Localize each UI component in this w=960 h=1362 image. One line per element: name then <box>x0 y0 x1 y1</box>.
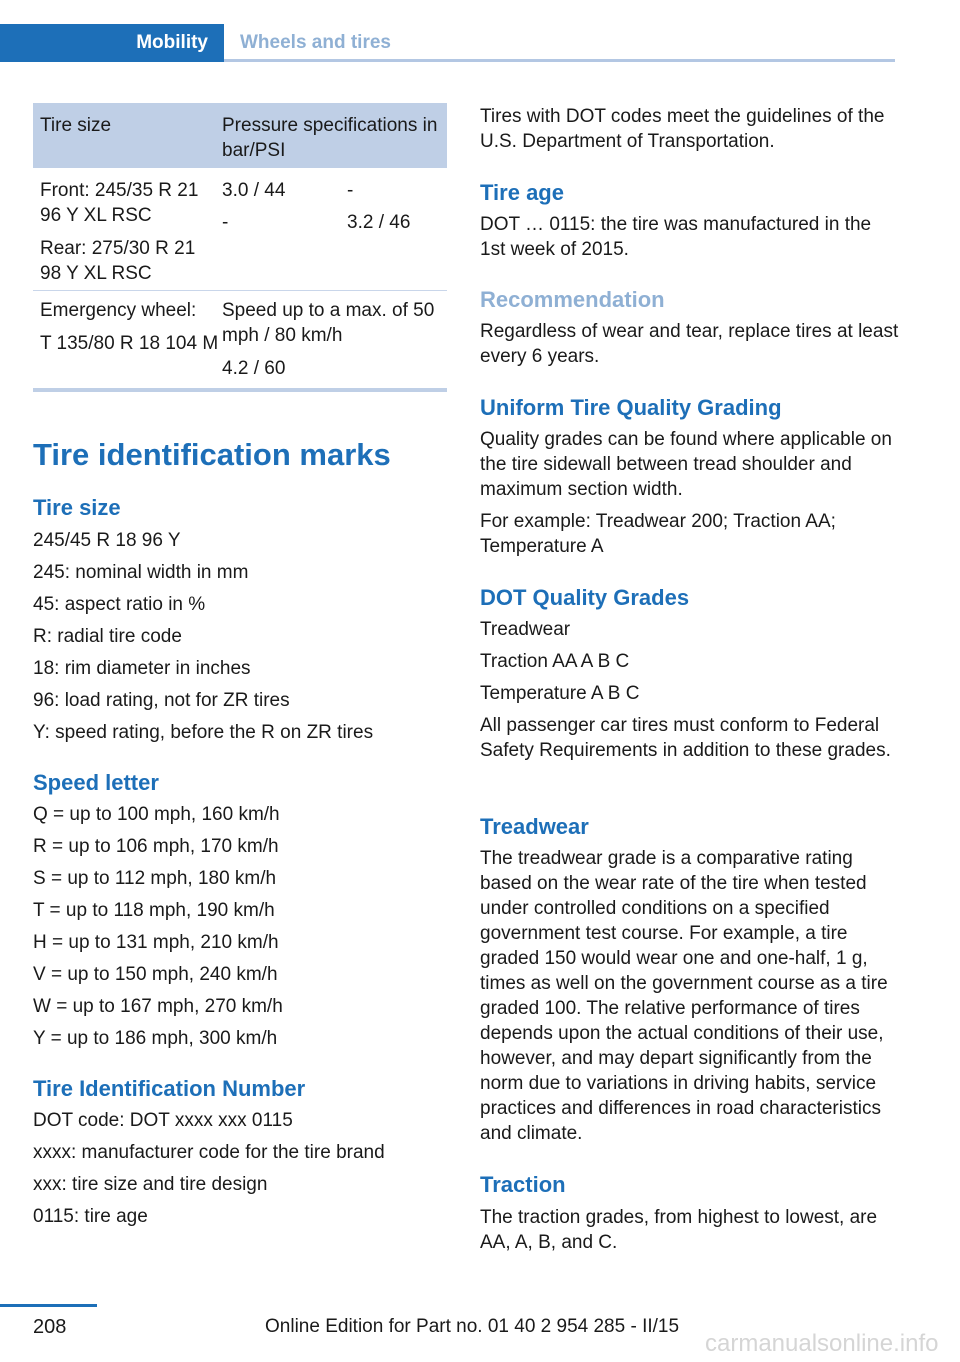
tin-line: xxxx: manufacturer code for the tire brand <box>33 1142 385 1163</box>
chapter-title: Wheels and tires <box>240 32 391 53</box>
emergency-wheel-label: Emergency wheel: <box>40 300 197 321</box>
tire-size-line: 18: rim diameter in inches <box>33 658 251 679</box>
dot-grades-line: Temperature A B C <box>480 683 640 704</box>
front-pressure-a: 3.0 / 44 <box>222 180 286 201</box>
emergency-speed-limit: Speed up to a max. of 50 mph / 80 km/h <box>222 300 435 346</box>
tire-age-text: DOT … 0115: the tire was manufactured in the 1st week of 2015. <box>480 214 872 260</box>
table-row <box>33 168 447 290</box>
rear-pressure-a: - <box>222 212 229 233</box>
speed-letter-line: T = up to 118 mph, 190 km/h <box>33 900 275 921</box>
speed-letter-line: R = up to 106 mph, 170 km/h <box>33 836 279 857</box>
traction-heading: Traction <box>480 1172 566 1197</box>
front-pressure-b: - <box>347 180 354 201</box>
recommendation-text: Regardless of wear and tear, replace tires at least every 6 years. <box>480 321 899 367</box>
section-tab: Mobility <box>0 24 224 62</box>
utqg-heading: Uniform Tire Quality Grading <box>480 395 782 420</box>
table-row <box>33 290 447 388</box>
speed-letter-line: S = up to 112 mph, 180 km/h <box>33 868 277 889</box>
tire-size-line: 45: aspect ratio in % <box>33 594 206 615</box>
footer-rule <box>0 1304 97 1307</box>
page-header <box>0 0 895 62</box>
tire-size-line: R: radial tire code <box>33 626 182 647</box>
table-header-row <box>33 103 447 168</box>
dot-grades-heading: DOT Quality Grades <box>480 585 690 610</box>
speed-letter-heading: Speed letter <box>33 770 159 795</box>
utqg-example: For example: Treadwear 200; Traction AA; Temperature A <box>480 511 836 557</box>
table-bottom-rule <box>33 388 447 392</box>
speed-letter-line: Q = up to 100 mph, 160 km/h <box>33 804 280 825</box>
tire-size-line: 245/45 R 18 96 Y <box>33 530 181 551</box>
tire-size-line: 96: load rating, not for ZR tires <box>33 690 290 711</box>
tire-size-line: Y: speed rating, before the R on ZR tires <box>33 722 374 743</box>
dot-grades-line: Treadwear <box>480 619 571 640</box>
front-tire-size: Front: 245/35 R 21 96 Y XL RSC <box>40 180 199 226</box>
section-title: Tire identification marks <box>33 437 391 472</box>
speed-letter-line: W = up to 167 mph, 270 km/h <box>33 996 283 1017</box>
header-rule <box>224 59 895 62</box>
edition-note: Online Edition for Part no. 01 40 2 954 285 - II/15 <box>265 1316 680 1337</box>
recommendation-heading: Recommendation <box>480 287 665 312</box>
tin-line: xxx: tire size and tire design <box>33 1174 268 1195</box>
rear-pressure-b: 3.2 / 46 <box>347 212 411 233</box>
tire-size-heading: Tire size <box>33 495 121 520</box>
dot-intro: Tires with DOT codes meet the guidelines of the U.S. Department of Transportation. <box>480 106 885 152</box>
tire-age-heading: Tire age <box>480 180 564 205</box>
col-header-tire-size: Tire size <box>40 115 112 136</box>
rear-tire-size: Rear: 275/30 R 21 98 Y XL RSC <box>40 238 196 284</box>
page-number: 208 <box>33 1316 67 1338</box>
emergency-wheel-size: T 135/80 R 18 104 M <box>40 333 219 354</box>
treadwear-text: The treadwear grade is a comparative rating based on the wear rate of the tire when tested under controlled conditions on a specified government test course. For example, a tire graded 150 would wear one and one-half, 1 g, times as well on the government course as a tire graded 100. The relative performance of tires depends upon the actual conditions of their use, however, and may depart significantly from the norm due to variations in driving habits, service practices and differences in road characteristics and climate. <box>480 848 888 1144</box>
col-header-pressure: Pressure specifications in bar/PSI <box>222 115 438 161</box>
tin-line: DOT code: DOT xxxx xxx 0115 <box>33 1110 293 1131</box>
speed-letter-line: H = up to 131 mph, 210 km/h <box>33 932 279 953</box>
treadwear-heading: Treadwear <box>480 814 589 839</box>
traction-text: The traction grades, from highest to lowest, are AA, A, B, and C. <box>480 1207 878 1253</box>
speed-letter-line: V = up to 150 mph, 240 km/h <box>33 964 278 985</box>
tin-heading: Tire Identification Number <box>33 1076 306 1101</box>
tire-pressure-table <box>33 103 447 388</box>
watermark: carmanualsonline.info <box>705 1330 939 1357</box>
tire-size-line: 245: nominal width in mm <box>33 562 249 583</box>
tin-line: 0115: tire age <box>33 1206 148 1227</box>
dot-grades-line: Traction AA A B C <box>480 651 630 672</box>
dot-grades-text: All passenger car tires must conform to Federal Safety Requirements in addition to these grades. <box>480 715 891 761</box>
utqg-text: Quality grades can be found where applicable on the tire sidewall between tread shoulder and maximum section width. <box>480 429 892 500</box>
emergency-pressure: 4.2 / 60 <box>222 358 286 379</box>
speed-letter-line: Y = up to 186 mph, 300 km/h <box>33 1028 278 1049</box>
